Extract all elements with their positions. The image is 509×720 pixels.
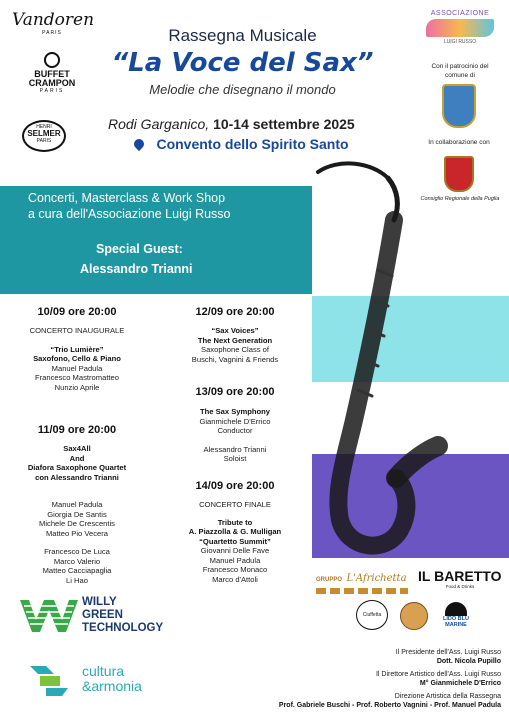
event-title-3: “Quartetto Summit” bbox=[199, 536, 271, 546]
cultura-text: cultura bbox=[82, 663, 125, 679]
performer: Giorgia De Santis bbox=[47, 509, 107, 519]
vandoren-sub: PARIS bbox=[42, 30, 62, 36]
performer: Saxophone Class of bbox=[201, 345, 269, 354]
selmer-text: SELMER bbox=[27, 129, 61, 138]
baretto-sub: Food & Drinks bbox=[445, 584, 475, 589]
date-heading: 11/09 ore 20:00 bbox=[37, 424, 117, 436]
event-label: CONCERTO INAUGURALE bbox=[29, 326, 125, 335]
lido-blu-logo bbox=[436, 602, 476, 628]
performer: Soloist bbox=[223, 454, 247, 463]
performer: Buschi, Vagnini & Friends bbox=[191, 354, 279, 364]
credit-name: Dott. Nicola Pupillo bbox=[436, 658, 501, 665]
selmer-logo bbox=[22, 120, 66, 152]
vandoren-wordmark: Vandoren bbox=[12, 10, 95, 30]
armonia-text: &armonia bbox=[82, 678, 142, 694]
baretto-text: IL BARETTO bbox=[418, 568, 502, 584]
selmer-sub: PARIS bbox=[36, 138, 52, 144]
event-title-1: Sax4All bbox=[63, 444, 91, 453]
performer: Manuel Padula bbox=[209, 555, 261, 565]
ciuffetta-logo bbox=[356, 600, 388, 630]
event-title-1: “Sax Voices” bbox=[211, 326, 259, 335]
wave-icon bbox=[426, 19, 494, 37]
puglia-crest-icon bbox=[444, 156, 474, 192]
date-heading: 13/09 ore 20:00 bbox=[195, 386, 275, 398]
teal-line-2: a cura dell'Associazione Luigi Russo bbox=[28, 207, 231, 221]
performer: Michele De Crescentis bbox=[39, 519, 115, 528]
performer: Li Hao bbox=[66, 575, 88, 585]
performer: Alessandro Trianni bbox=[203, 444, 267, 454]
event-location: Rodi Garganico, bbox=[108, 116, 210, 132]
teal-line-1: Concerti, Masterclass & Work Shop bbox=[28, 191, 226, 205]
event-title-1: The Sax Symphony bbox=[199, 407, 271, 416]
marine-text: MARINE bbox=[445, 622, 467, 628]
credits-block bbox=[201, 648, 501, 710]
willy-text-3: TECHNOLOGY bbox=[82, 622, 164, 634]
event-10-09 bbox=[2, 306, 152, 392]
credit-line: Il Presidente dell'Ass. Luigi Russo bbox=[395, 649, 501, 656]
event-title-1: “Trio Lumière” bbox=[50, 344, 104, 354]
rassegna-heading: Rassegna Musicale bbox=[168, 26, 317, 45]
event-title-2: Saxofono, Cello & Piano bbox=[33, 354, 121, 363]
gruppo-africhetta-logo bbox=[316, 568, 408, 590]
saxophone-illustration bbox=[300, 150, 450, 560]
willy-green-logo bbox=[18, 596, 193, 638]
associazione-sub: LUIGI RUSSO bbox=[443, 39, 477, 45]
gruppo-text: GRUPPO bbox=[316, 577, 343, 583]
baretto-logo bbox=[418, 568, 502, 589]
special-guest-label: Special Guest: bbox=[96, 242, 183, 256]
selmer-top: HENRI bbox=[36, 124, 52, 130]
venue-line bbox=[134, 136, 349, 154]
collab-text: In collaborazione con bbox=[428, 139, 490, 146]
event-12-09 bbox=[160, 306, 310, 364]
performer: Francesco Monaco bbox=[202, 565, 268, 574]
event-11-09 bbox=[2, 424, 152, 585]
performer: Matteo Cacciapaglia bbox=[42, 566, 112, 575]
date-heading: 10/09 ore 20:00 bbox=[37, 306, 117, 318]
credit-line: Il Direttore Artistico dell'Ass. Luigi Russo bbox=[375, 671, 501, 678]
crampon-text: CRAMPON bbox=[28, 78, 76, 88]
event-dates-line bbox=[108, 116, 388, 132]
event-title-3: Diafora Saxophone Quartet bbox=[27, 463, 127, 472]
event-title-2: A. Piazzolla & G. Mulligan bbox=[188, 527, 282, 536]
ciuffetta-text: Ciuffetta bbox=[362, 612, 382, 618]
crampon-paris-text: PARIS bbox=[39, 88, 65, 94]
event-14-09 bbox=[160, 480, 310, 584]
cultura-armonia-logo bbox=[26, 660, 186, 700]
africhetta-text: L'Africhetta bbox=[346, 573, 407, 584]
event-title: “La Voce del Sax” bbox=[111, 48, 374, 78]
performer: Nunzio Aprile bbox=[54, 382, 100, 392]
event-title-1: Tribute to bbox=[217, 517, 253, 527]
mascot-logo-icon bbox=[400, 602, 428, 630]
comune-crest-icon bbox=[442, 84, 476, 128]
event-title-4: con Alessandro Trianni bbox=[35, 472, 119, 482]
event-dates: 10-14 settembre 2025 bbox=[213, 116, 355, 132]
performer: Manuel Padula bbox=[51, 500, 103, 509]
performer: Giovanni Delle Fave bbox=[200, 546, 270, 555]
event-title-2: And bbox=[69, 453, 85, 463]
credit-name: M° Gianmichele D'Errico bbox=[419, 680, 501, 687]
credit-name: Prof. Gabriele Buschi - Prof. Roberto Vagnini - Prof. Manuel Padula bbox=[278, 702, 501, 709]
gruppo-icons bbox=[316, 588, 408, 594]
venue-name: Convento dello Spirito Santo bbox=[156, 136, 349, 152]
performer: Matteo Pio Vecera bbox=[45, 528, 109, 538]
buffet-text: BUFFET bbox=[34, 69, 70, 79]
event-subtitle: Melodie che disegnano il mondo bbox=[149, 82, 336, 97]
event-label: CONCERTO FINALE bbox=[199, 500, 271, 509]
willy-text-2: GREEN bbox=[82, 609, 123, 621]
cultura-c-icon bbox=[26, 660, 76, 698]
lido-wave-icon bbox=[445, 602, 467, 616]
associazione-logo bbox=[420, 10, 500, 45]
performer: Manuel Padula bbox=[51, 363, 103, 373]
special-guest-name: Alessandro Trianni bbox=[80, 262, 193, 276]
event-title-2: The Next Generation bbox=[197, 335, 273, 345]
performer: Marco Valerio bbox=[53, 556, 101, 566]
location-pin-icon bbox=[132, 137, 146, 151]
date-heading: 12/09 ore 20:00 bbox=[195, 306, 275, 318]
consiglio-text: Consiglio Regionale della Puglia bbox=[420, 196, 500, 202]
willy-text-1: WILLY bbox=[82, 596, 117, 608]
associazione-name: ASSOCIAZIONE bbox=[430, 10, 490, 17]
performer: Conductor bbox=[217, 426, 253, 435]
event-13-09 bbox=[160, 386, 310, 464]
performer: Marco d'Attoli bbox=[212, 574, 258, 584]
performer: Francesco De Luca bbox=[44, 547, 110, 556]
date-heading: 14/09 ore 20:00 bbox=[195, 480, 275, 492]
lido-text: LIDO BLU bbox=[443, 616, 469, 622]
performer: Gianmichele D'Errico bbox=[199, 416, 271, 426]
performer: Francesco Mastromatteo bbox=[35, 373, 119, 382]
willy-w-icon bbox=[18, 596, 80, 636]
credit-line: Direzione Artistica della Rassegna bbox=[394, 693, 501, 700]
patronage-text: Con il patrocinio del comune di bbox=[431, 63, 489, 79]
